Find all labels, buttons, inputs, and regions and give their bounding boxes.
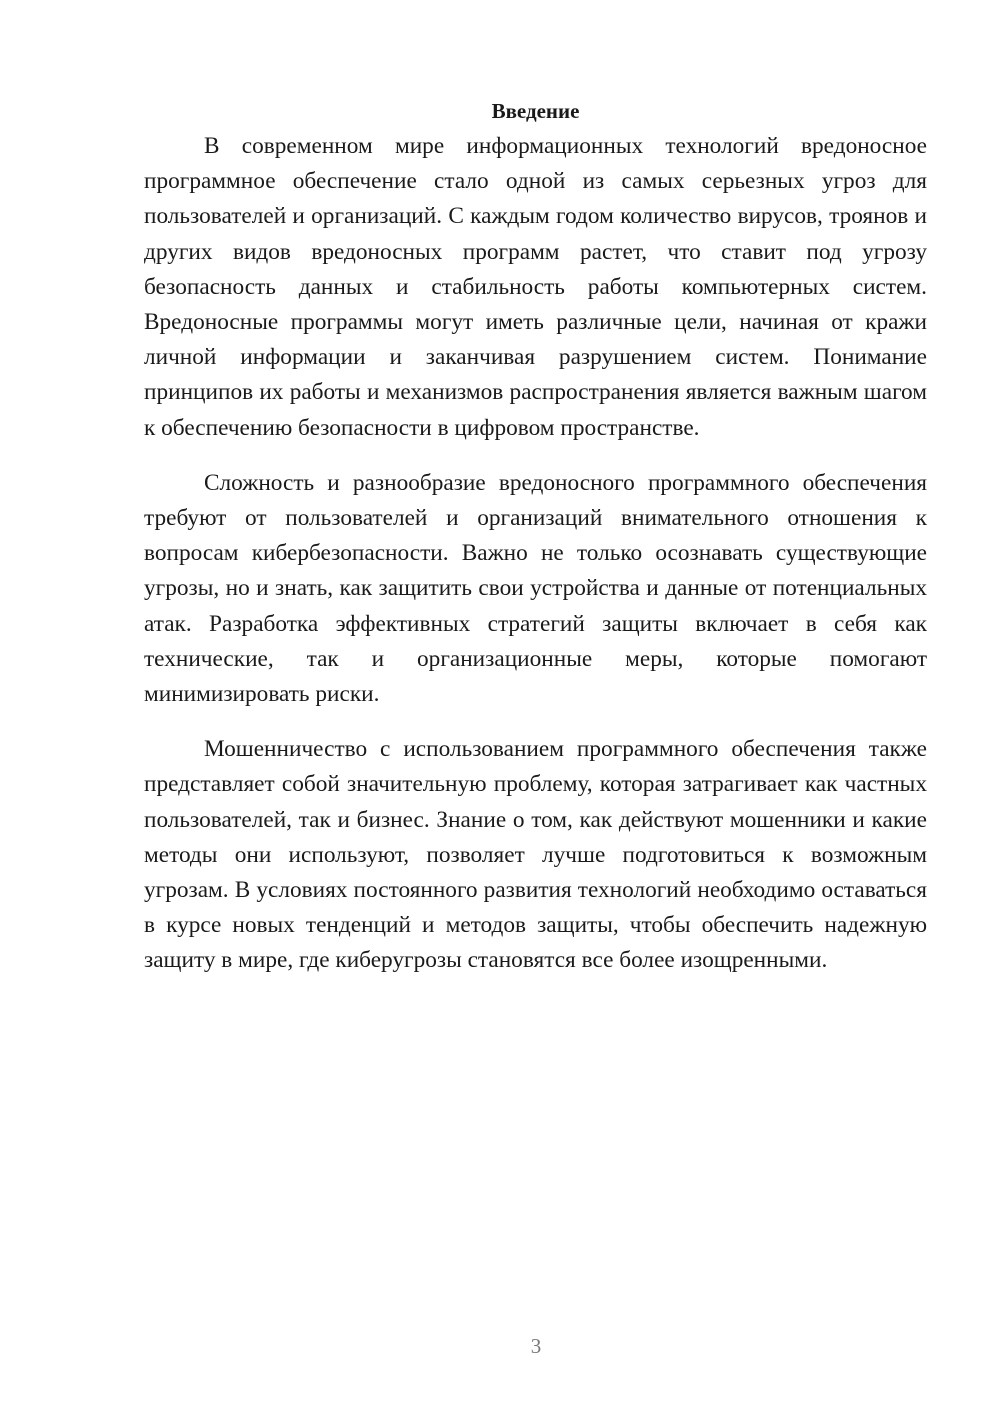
section-title: Введение <box>491 99 580 123</box>
paragraph-1: В современном мире информационных технологий вредоносное программное обеспечение стало одной из самых серьезных угроз для пользователей и организаций. С каждым годом количество вирусов, троянов и других видов вредоносных программ растет, что ставит под угрозу безопасность данных и стабильность работы компьютерных систем. Вредоносные программы могут иметь различные цели, начиная от кражи личной информации и заканчивая разрушением систем. Понимание принципов их работы и механизмов распространения является важным шагом к обеспечению безопасности в цифровом пространстве. <box>144 133 927 441</box>
page-number: 3 <box>530 1334 542 1358</box>
page-content <box>144 94 927 979</box>
paragraph-2: Сложность и разнообразие вредоносного программного обеспечения требуют от пользователей и организаций внимательного отношения к вопросам кибербезопасности. Важно не только осознавать существующие угрозы, но и знать, как защитить свои устройства и данные от потенциальных атак. Разработка эффективных стратегий защиты включает в себя как технические, так и организационные меры, которые помогают минимизировать риски. <box>144 469 927 708</box>
paragraph-3: Мошенничество с использованием программного обеспечения также представляет собой значительную проблему, которая затрагивает как частных пользователей, так и бизнес. Знание о том, как действуют мошенники и какие методы они используют, позволяет лучше подготовиться к возможным угрозам. В условиях постоянного развития технологий необходимо оставаться в курсе новых тенденций и методов защиты, чтобы обеспечить надежную защиту в мире, где киберугрозы становятся все более изощренными. <box>144 736 927 974</box>
